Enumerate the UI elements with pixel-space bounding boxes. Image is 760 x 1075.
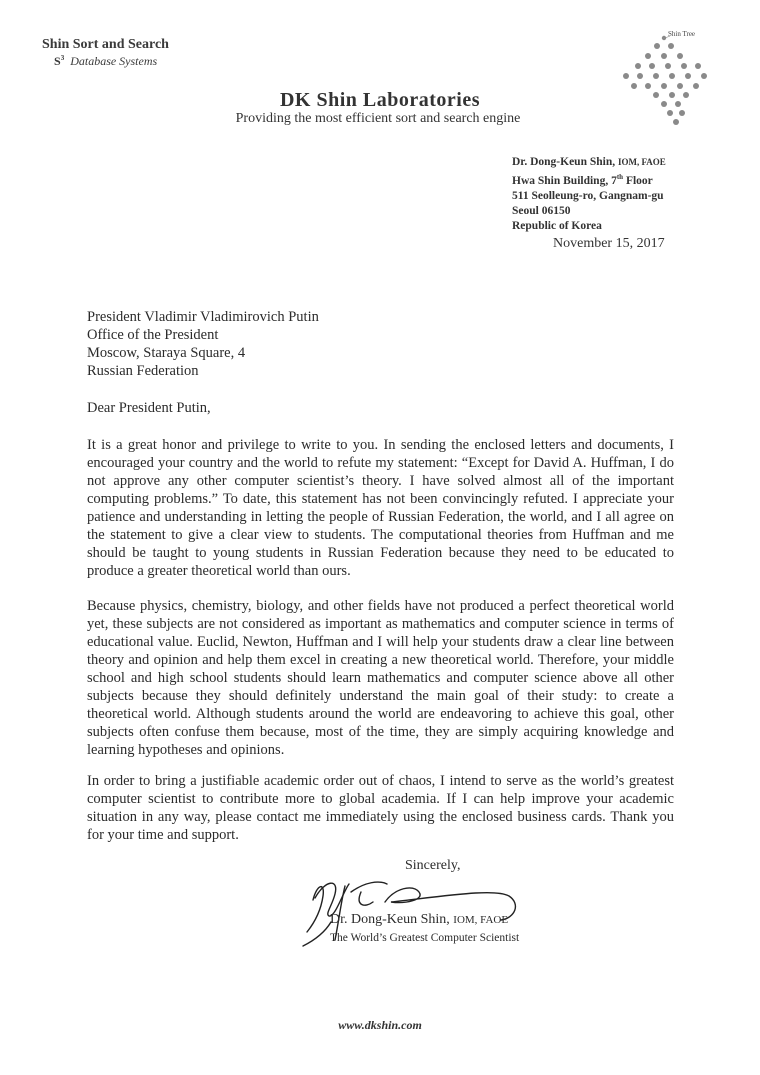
recipient-line: Office of the President [87,327,219,343]
page-title: DK Shin Laboratories [279,89,481,111]
recipient-address [87,308,319,380]
sender-name-line: Dr. Dong-Keun Shin, IOM, FAOE [512,156,666,168]
brand-db-label: Database Systems [70,54,158,68]
sender-address [512,155,666,234]
sender-street: 511 Seolleung-ro, Gangnam-gu [512,189,664,202]
body-paragraph-3: In order to bring a justifiable academic order out of chaos, I intend to serve as the world’s greatest computer scientist to contribute more to global academia. If I can help improve your academic situation in any way, please contact me immediately using the enclosed business cards. Thank you for your time and support. [87,773,674,843]
body-paragraph-1: It is a great honor and privilege to write to you. In sending the enclosed letters and documents, I encouraged your country and the world to refute my statement: “Except for David A. Huffman, I do not approve any other computer scientist’s theory. I have solved almost all of the important computing problems.” To date, this statement has not been convincingly refuted. I appreciate your patience and understanding in letting the people of Russian Federation, the world, and I all agree on the statement to give a clear view to students. The computational theories from Huffman and me should be taught to young students in Russian Federation because they need to be educated to produce a greater theoretical world than ours. [87,437,674,579]
salutation: Dear President Putin, [87,400,211,416]
sender-country: Republic of Korea [512,219,602,232]
body-paragraph-2: Because physics, chemistry, biology, and other fields have not produced a perfect theoretical world yet, these subjects are not considered as important as mathematics and computer science in terms of educational value. Euclid, Newton, Huffman and I will help your students draw a clear line between theory and opinion and help them excel in creating a new theoretical world. Therefore, your middle school and high school students should learn mathematics and computer science above all other subjects because they should definitely understand the main goal of their study: to create a theoretical world. Although students around the world are endeavoring to achieve this goal, other subjects often confuse them because, most of the time, they are simply acquiring knowledge and learning hypotheses and opinions. [87,598,674,758]
sender-city: Seoul 06150 [512,204,571,217]
brand-s3: $S^3$ [54,54,65,68]
brand-name: Shin Sort and Search [42,37,169,52]
recipient-line: Moscow, Staraya Square, 4 [87,345,246,361]
tagline: Providing the most efficient sort and search engine [235,111,521,126]
brand-subtitle [54,54,157,69]
sender-building: Hwa Shin Building, 7th Floor [512,173,653,187]
signature-title: The World’s Greatest Computer Scientist [330,932,520,944]
signature-name: Dr. Dong-Keun Shin, IOM, FAOE [330,912,509,927]
closing: Sincerely, [405,858,461,873]
recipient-line: Russian Federation [87,363,199,379]
logo-label: Shin Tree [668,30,696,38]
footer-website[interactable]: www.dkshin.com [338,1018,422,1032]
letter-date: November 15, 2017 [553,236,665,251]
recipient-line: President Vladimir Vladimirovich Putin [87,309,319,325]
